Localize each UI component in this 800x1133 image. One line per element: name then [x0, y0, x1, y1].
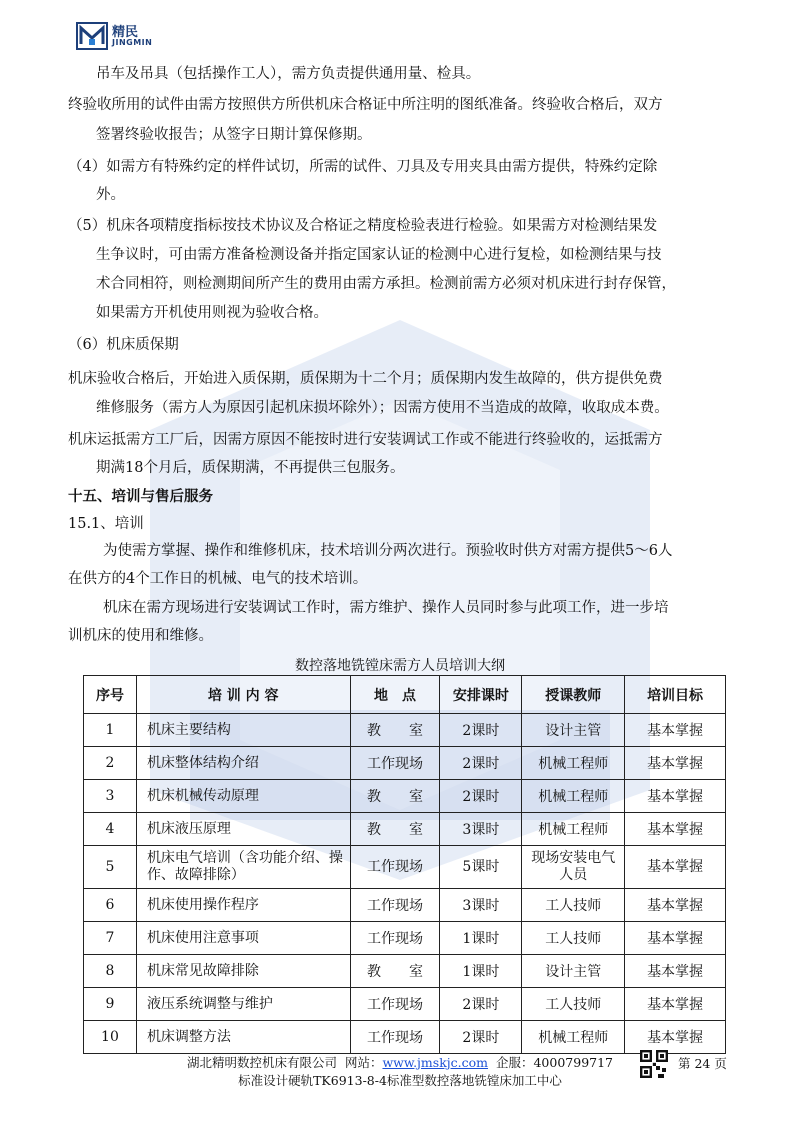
cell-goal: 基本掌握 — [625, 988, 726, 1021]
cell-hours: 2课时 — [440, 780, 522, 813]
paragraph-line: 为使需方掌握、操作和维修机床，技术培训分两次进行。预验收时供方对需方提供5～6人 — [103, 543, 673, 559]
cell-location: 工作现场 — [350, 846, 440, 889]
table-caption: 数控落地铣镗床需方人员培训大纲 — [295, 658, 505, 674]
table-row — [84, 922, 726, 955]
paragraph-line: 训机床的使用和维修。 — [68, 628, 213, 644]
logo-cn-text: 精民 — [112, 24, 139, 40]
cell-hours: 3课时 — [440, 889, 522, 922]
cell-goal: 基本掌握 — [625, 1021, 726, 1054]
header-cell: 培训目标 — [625, 676, 726, 714]
cell-index: 5 — [84, 846, 137, 889]
table-row — [84, 846, 726, 889]
header-cell: 地 点 — [350, 676, 440, 714]
cell-teacher: 设计主管 — [522, 714, 625, 747]
table-row — [84, 780, 726, 813]
table-row — [84, 1021, 726, 1054]
cell-index: 9 — [84, 988, 137, 1021]
paragraph-line: 终验收所用的试件由需方按照供方所供机床合格证中所注明的图纸准备。终验收合格后，双方 — [68, 97, 663, 113]
cell-content: 机床使用操作程序 — [136, 889, 350, 922]
cell-teacher: 工人技师 — [522, 988, 625, 1021]
cell-hours: 1课时 — [440, 955, 522, 988]
paragraph-line: 签署终验收报告；从签字日期计算保修期。 — [96, 127, 372, 143]
cell-goal: 基本掌握 — [625, 780, 726, 813]
paragraph-line: 在供方的4个工作日的机械、电气的技术培训。 — [68, 571, 368, 587]
cell-content: 机床常见故障排除 — [136, 955, 350, 988]
footer-doc-title: 标准设计硬轨TK6913-8-4标准型数控落地铣镗床加工中心 — [238, 1073, 562, 1088]
cell-content: 机床液压原理 — [136, 813, 350, 846]
cell-location: 教 室 — [350, 955, 440, 988]
table-row — [84, 988, 726, 1021]
section-heading: 十五、培训与售后服务 — [68, 488, 213, 505]
cell-content: 机床电气培训（含功能介绍、操作、故障排除） — [136, 846, 350, 889]
cell-hours: 2课时 — [440, 988, 522, 1021]
company-logo — [76, 22, 152, 50]
cell-location: 教 室 — [350, 714, 440, 747]
logo-en-text: JINGMIN — [112, 37, 153, 47]
paragraph-line: 维修服务（需方人为原因引起机床损坏除外）；因需方使用不当造成的故障，收取成本费。 — [96, 400, 669, 416]
cell-location: 工作现场 — [350, 889, 440, 922]
cell-index: 4 — [84, 813, 137, 846]
cell-goal: 基本掌握 — [625, 846, 726, 889]
cell-content: 机床整体结构介绍 — [136, 747, 350, 780]
paragraph-line: 期满18个月后，质保期满，不再提供三包服务。 — [96, 460, 405, 476]
cell-goal: 基本掌握 — [625, 813, 726, 846]
paragraph-line: 术合同相符，则检测期间所产生的费用由需方承担。检测前需方必须对机床进行封存保管， — [96, 276, 676, 292]
header-cell: 安排课时 — [440, 676, 522, 714]
cell-content: 机床使用注意事项 — [136, 922, 350, 955]
table-header-row — [84, 676, 726, 714]
paragraph-line: 机床在需方现场进行安装调试工作时，需方维护、操作人员同时参与此项工作，进一步培 — [103, 600, 669, 616]
footer-website-link[interactable]: www.jmskjc.com — [382, 1055, 489, 1070]
subsection-heading: 15.1、培训 — [68, 516, 144, 532]
cell-index: 3 — [84, 780, 137, 813]
cell-goal: 基本掌握 — [625, 922, 726, 955]
cell-location: 教 室 — [350, 813, 440, 846]
cell-hours: 2课时 — [440, 714, 522, 747]
cell-hours: 1课时 — [440, 922, 522, 955]
page-number: 第 24 页 — [678, 1056, 727, 1071]
cell-hours: 2课时 — [440, 747, 522, 780]
header-cell: 授课教师 — [522, 676, 625, 714]
cell-teacher: 机械工程师 — [522, 1021, 625, 1054]
cell-index: 2 — [84, 747, 137, 780]
cell-location: 教 室 — [350, 780, 440, 813]
cell-index: 1 — [84, 714, 137, 747]
paragraph-line: 机床验收合格后，开始进入质保期，质保期为十二个月；质保期内发生故障的，供方提供免费 — [68, 371, 663, 387]
table-row — [84, 747, 726, 780]
cell-content: 机床调整方法 — [136, 1021, 350, 1054]
cell-hours: 2课时 — [440, 1021, 522, 1054]
cell-index: 8 — [84, 955, 137, 988]
cell-teacher: 机械工程师 — [522, 780, 625, 813]
cell-index: 7 — [84, 922, 137, 955]
cell-goal: 基本掌握 — [625, 955, 726, 988]
header-cell: 序号 — [84, 676, 137, 714]
cell-index: 10 — [84, 1021, 137, 1054]
cell-hours: 5课时 — [440, 846, 522, 889]
footer-site-label: 网站： — [344, 1055, 383, 1070]
paragraph-line: （4）如需方有特殊约定的样件试切，所需的试件、刀具及专用夹具由需方提供，特殊约定除 — [68, 159, 658, 175]
table-row — [84, 889, 726, 922]
cell-location: 工作现场 — [350, 988, 440, 1021]
jingmin-logo-icon — [76, 22, 108, 50]
cell-teacher: 机械工程师 — [522, 747, 625, 780]
training-table — [83, 675, 726, 1054]
cell-teacher: 设计主管 — [522, 955, 625, 988]
footer-qq-number: 4000799717 — [533, 1055, 614, 1070]
cell-goal: 基本掌握 — [625, 889, 726, 922]
cell-hours: 3课时 — [440, 813, 522, 846]
cell-goal: 基本掌握 — [625, 747, 726, 780]
cell-index: 6 — [84, 889, 137, 922]
paragraph-line: 吊车及吊具（包括操作工人），需方负责提供通用量、检具。 — [96, 66, 481, 82]
cell-content: 机床机械传动原理 — [136, 780, 350, 813]
cell-goal: 基本掌握 — [625, 714, 726, 747]
cell-content: 液压系统调整与维护 — [136, 988, 350, 1021]
cell-teacher: 现场安装电气人员 — [522, 846, 625, 889]
footer-company: 湖北精明数控机床有限公司 — [186, 1055, 337, 1070]
table-row — [84, 955, 726, 988]
cell-content: 机床主要结构 — [136, 714, 350, 747]
table-row — [84, 714, 726, 747]
paragraph-line: 如果需方开机使用则视为验收合格。 — [96, 305, 328, 321]
cell-teacher: 机械工程师 — [522, 813, 625, 846]
cell-teacher: 工人技师 — [522, 922, 625, 955]
paragraph-line: （6）机床质保期 — [68, 337, 179, 353]
header-cell: 培 训 内 容 — [136, 676, 350, 714]
paragraph-line: 生争议时，可由需方准备检测设备并指定国家认证的检测中心进行复检，如检测结果与技 — [96, 247, 662, 263]
paragraph-line: 外。 — [96, 187, 125, 203]
paragraph-line: 机床运抵需方工厂后，因需方原因不能按时进行安装调试工作或不能进行终验收的，运抵需方 — [68, 432, 663, 448]
cell-location: 工作现场 — [350, 1021, 440, 1054]
table-row — [84, 813, 726, 846]
cell-location: 工作现场 — [350, 922, 440, 955]
cell-location: 工作现场 — [350, 747, 440, 780]
paragraph-line: （5）机床各项精度指标按技术协议及合格证之精度检验表进行检验。如果需方对检测结果发 — [68, 218, 658, 234]
footer-qq-label: 企服： — [495, 1055, 534, 1070]
cell-teacher: 工人技师 — [522, 889, 625, 922]
